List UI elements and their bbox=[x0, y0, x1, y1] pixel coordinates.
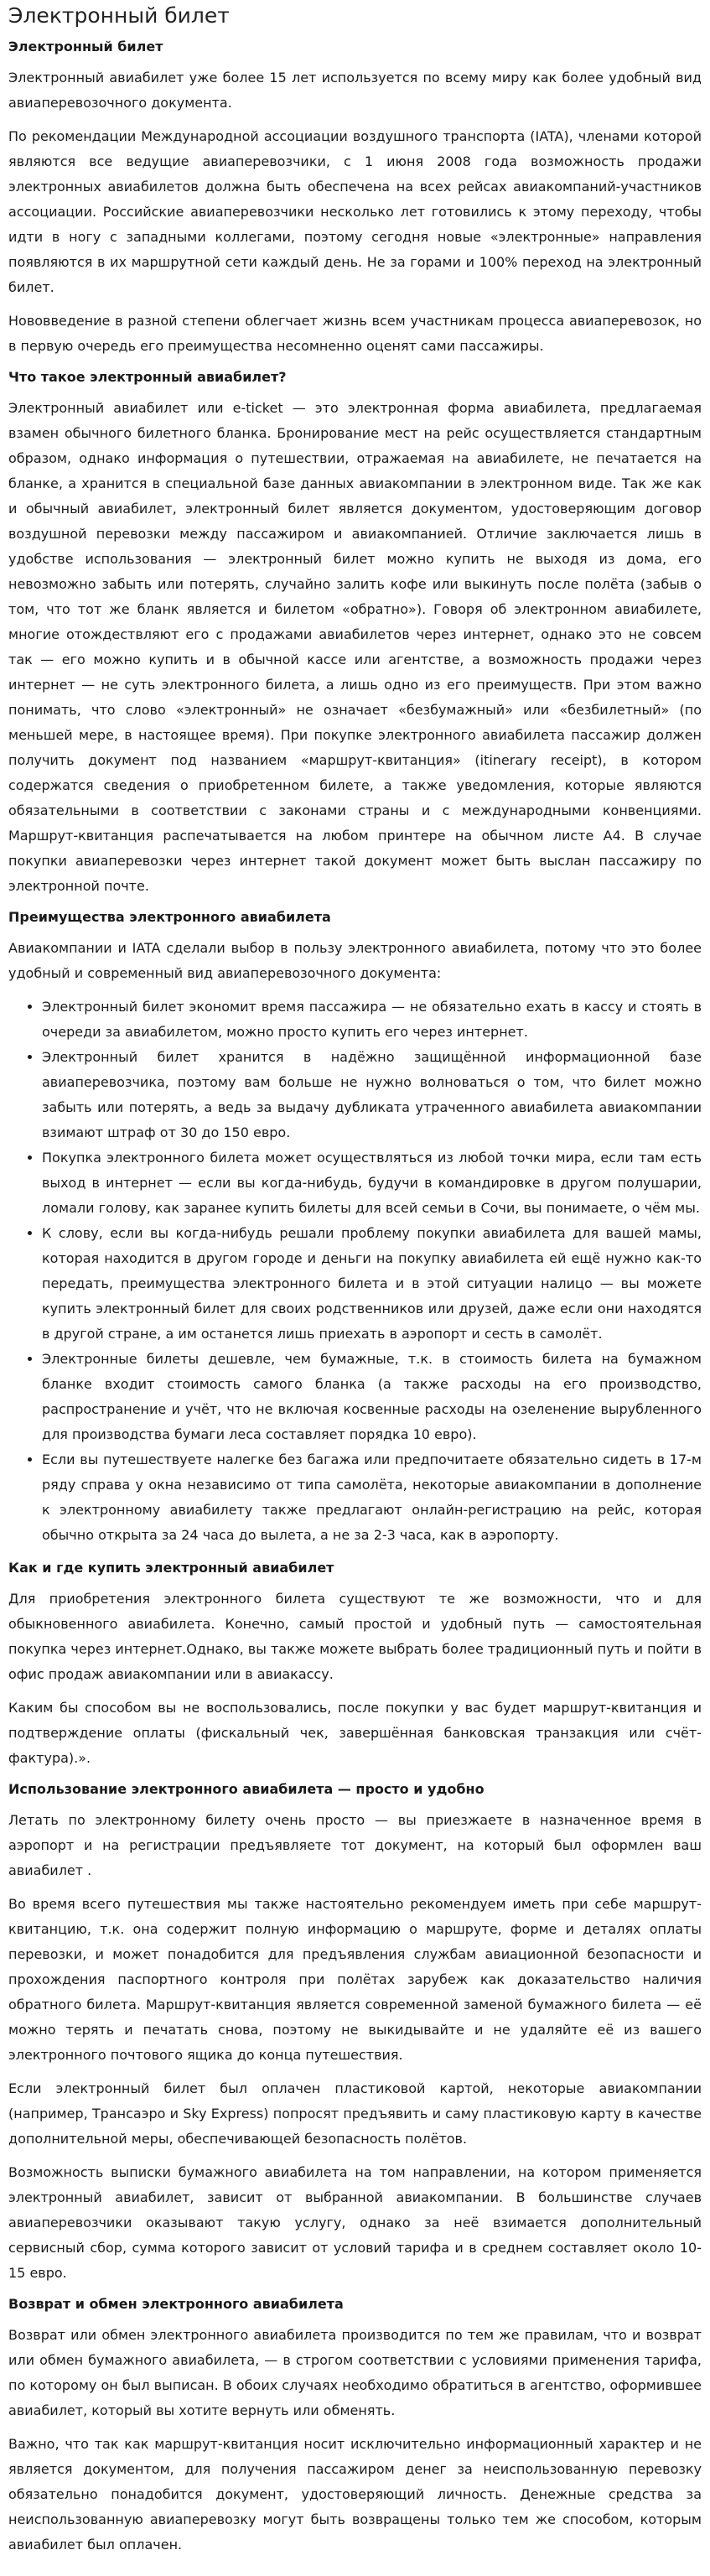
paragraph: Электронный авиабилет или e-ticket — это электронная форма авиабилета, предлагаемая взамен обычного билетного бланка. Бронирование мест на рейс осуществляется стандартным образом, однако информация о путешествии, отражаемая на авиабилете, не печатается на бланке, а хранится в специальной базе данных авиакомпании в электронном виде. Так же как и обычный авиабилет, электронный билет является документом, удостоверяющим договор воздушной перевозки между пассажиром и авиакомпанией. Отличие заключается лишь в удобстве использования — электронный билет можно купить не выходя из дома, его невозможно забыть или потерять, случайно залить кофе или выкинуть после полёта (забыв о том, что тот же бланк является и билетом «обратно»). Говоря об электронном авиабилете, многие отождествляют его с продажами авиабилетов через интернет, однако это не совсем так — его можно купить и в обычной кассе или агентстве, а возможность продажи через интернет — не суть электронного билета, а лишь одно из его преимуществ. При этом важно понимать, что слово «электронный» не означает «безбумажный» или «безбилетный» (по меньшей мере, в настоящее время). При покупке электронного авиабилета пассажир должен получить документ под названием «маршрут-квитанция» (itinerary receipt), в котором содержатся сведения о приобретенном билете, а также уведомления, которые являются обязательными в соответствии с законами страны и с международными конвенциями. Маршрут-квитанция распечатывается на любом принтере на обычном листе А4. В случае покупки авиаперевозки через интернет такой документ может быть выслан пассажиру по электронной почте. bbox=[8, 400, 702, 894]
list-item: • Электронный билет хранится в надёжно защищённой информационной базе авиаперевозчика, поэтому вам больше не нужно волноваться о том, что билет можно забыть или потерять, а ведь за выдачу дубликата утраченного авиабилета авиакомпании взимают штраф от 30 до 150 евро. bbox=[42, 1045, 702, 1145]
paragraph: Возможность выписки бумажного авиабилета на том направлении, на котором применяется электронный авиабилет, зависит от выбранной авиакомпании. В большинстве случаев авиаперевозчики оказывают такую услугу, однако за неё взимается дополнительный сервисный сбор, сумма которого зависит от условий тарифа и в среднем составляет около 10-15 евро. bbox=[8, 2164, 702, 2281]
section-how-to-buy bbox=[8, 1558, 702, 1771]
paragraph: Электронный авиабилет уже более 15 лет используется по всему миру как более удобный вид авиаперевозочного документа. bbox=[8, 70, 702, 111]
section-advantages bbox=[8, 907, 702, 1548]
list-item: • Электронный билет экономит время пассажира — не обязательно ехать в кассу и стоять в очереди за авиабилетом, можно просто купить его через интернет. bbox=[42, 995, 702, 1045]
paragraph: Летать по электронному билету очень просто — вы приезжаете в назначенное время в аэропорт и на регистрации предъявляете тот документ, на который был оформлен ваш авиабилет . bbox=[8, 1812, 702, 1878]
paragraph: Авиакомпании и IATA сделали выбор в пользу электронного авиабилета, потому что это более удобный и современный вид авиаперевозочного документа: bbox=[8, 940, 702, 981]
paragraph: Возврат или обмен электронного авиабилета производится по тем же правилам, что и возврат или обмен бумажного авиабилета, — в строгом соответствии с условиями применения тарифа, по которому он был выписан. В обоих случаях необходимо обратиться в агентство, оформившее авиабилет, который вы хотите вернуть или обменять. bbox=[8, 2327, 702, 2418]
paragraph: По рекомендации Международной ассоциации воздушного транспорта (IATA), членами которой являются все ведущие авиаперевозчики, с 1 июня 2008 года возможность продажи электронных авиабилетов должна быть обеспечена на всех рейсах авиакомпаний-участников ассоциации. Российские авиаперевозчики несколько лет готовились к этому переходу, чтобы идти в ногу с западными коллегами, поэтому сегодня новые «электронные» направления появляются в их маршрутной сети каждый день. Не за горами и 100% переход на электронный билет. bbox=[8, 128, 702, 295]
section-refund-exchange bbox=[8, 2294, 702, 2558]
paragraph: Если электронный билет был оплачен пластиковой картой, некоторые авиакомпании (например, Трансаэро и Sky Express) попросят предъявить и саму пластиковую карту в качестве дополнительной меры, обеспечивающей безопасность полётов. bbox=[8, 2080, 702, 2147]
paragraph: Каким бы способом вы не воспользовались, после покупки у вас будет маршрут-квитанция и подтверждение оплаты (фискальный чек, завершённая банковская транзакция или счёт-фактура).». bbox=[8, 1700, 702, 1766]
section-intro bbox=[8, 37, 702, 359]
advantages-list bbox=[8, 995, 702, 1548]
paragraph: Для приобретения электронного билета существуют те же возможности, что и для обыкновенного авиабилета. Конечно, самый простой и удобный путь — самостоятельная покупка через интернет.Однако, вы также можете выбрать более традиционный путь и пойти в офис продаж авиакомпании или в авиакассу. bbox=[8, 1591, 702, 1682]
section-heading: Как и где купить электронный авиабилет bbox=[8, 1560, 334, 1576]
section-what-is bbox=[8, 367, 702, 899]
paragraph: Нововведение в разной степени облегчает жизнь всем участникам процесса авиаперевозок, но в первую очередь его преимущества несомненно оценят сами пассажиры. bbox=[8, 313, 702, 354]
list-item: • К слову, если вы когда-нибудь решали проблему покупки авиабилета для вашей мамы, которая находится в другом городе и деньги на покупку авиабилета ей ещё нужно как-то передать, преимущества электронного билета и в этой ситуации налицо — вы можете купить электронный билет для своих родственников или друзей, даже если они находятся в другой стране, а им останется лишь приехать в аэропорт и сесть в самолёт. bbox=[42, 1221, 702, 1347]
section-heading: Использование электронного авиабилета — просто и удобно bbox=[8, 1781, 485, 1797]
list-item: • Если вы путешествуете налегке без багажа или предпочитаете обязательно сидеть в 17-м ряду справа у окна независимо от типа самолёта, некоторые авиакомпании в дополнение к электронному авиабилету также предлагают онлайн-регистрацию на рейс, которая обычно открыта за 24 часа до вылета, а не за 2-3 часа, как в аэропорту. bbox=[42, 1447, 702, 1548]
section-usage bbox=[8, 1779, 702, 2286]
section-heading: Что такое электронный авиабилет? bbox=[8, 369, 287, 385]
page-title: Электронный билет bbox=[8, 3, 230, 28]
list-item: • Покупка электронного билета может осуществляться из любой точки мира, если там есть выход в интернет — если вы когда-нибудь, будучи в командировке в другом полушарии, ломали голову, как заранее купить билеты для всей семьи в Сочи, вы понимаете, о чём мы. bbox=[42, 1145, 702, 1221]
paragraph: Важно, что так как маршрут-квитанция носит исключительно информационный характер и не является документом, для получения пассажиром денег за неиспользованную перевозку обязательно понадобится документ, удостоверяющий личность. Денежные средства за неиспользованную авиаперевозку могут быть возвращены только тем же способом, которым авиабилет был оплачен. bbox=[8, 2436, 702, 2553]
article bbox=[0, 2, 710, 2576]
section-heading: Возврат и обмен электронного авиабилета bbox=[8, 2296, 344, 2312]
list-item: • Электронные билеты дешевле, чем бумажные, т.к. в стоимость билета на бумажном бланке входит стоимость самого бланка (а также расходы на его производство, распространение и учёт, что не включая косвенные расходы на озеленение вырубленного для производства бумаги леса составляет порядка 10 евро). bbox=[42, 1347, 702, 1447]
paragraph: Во время всего путешествия мы также настоятельно рекомендуем иметь при себе маршрут-квитанцию, т.к. она содержит полную информацию о маршруте, форме и деталях оплаты перевозки, и может понадобится для предъявления службам авиационной безопасности и прохождения паспортного контроля при полётах зарубеж как доказательство наличия обратного билета. Маршрут-квитанция является современной заменой бумажного билета — её можно терять и печатать снова, поэтому не выкидывайте и не удаляйте её из вашего электронного почтового ящика до конца путешествия. bbox=[8, 1896, 702, 2063]
section-heading: Преимущества электронного авиабилета bbox=[8, 909, 331, 925]
section-heading: Электронный билет bbox=[8, 39, 163, 55]
